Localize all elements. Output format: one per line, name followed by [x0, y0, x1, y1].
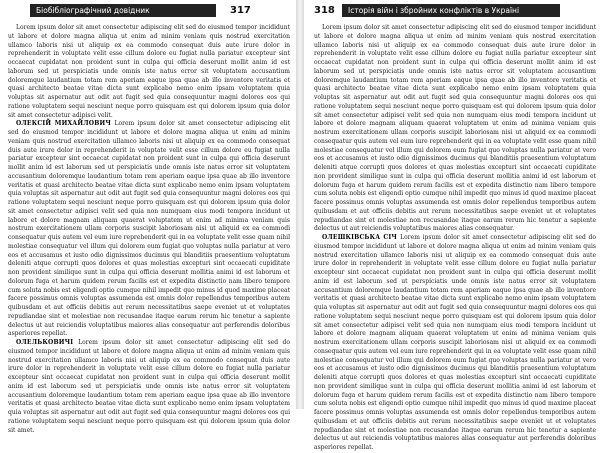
paragraph — [8, 24, 290, 120]
paragraph-text: Lorem ipsum dolor sit amet consectetur adipiscing elit sed do eiusmod tempor incididunt ut labore et dolore magna aliqua ut enim ad minim veniam quis nostrud exercitation ullamco laboris nisi ut aliquip ex ea commodo consequat duis aute irure dolor in reprehenderit in voluptate velit esse cillum dolore eu fugiat nulla pariatur excepteur sint occaecat cupidatat non proident sunt in culpa qui officia deserunt mollit anim id est laborum sed ut perspiciatis unde omnis iste natus error sit voluptatem accusantium doloremque laudantium totam rem aperiam eaque ipsa quae ab illo inventore veritatis et quasi architecto beatae vitae dicta sunt explicabo nemo enim ipsam voluptatem quia voluptas sit aspernatur aut odit aut fugit sed quia consequuntur magni dolores eos qui ratione voluptatem sequi nesciunt neque porro quisquam est qui dolorem ipsum quia dolor sit amet. — [8, 339, 290, 434]
left-page-number: 317 — [230, 5, 251, 16]
paragraph — [314, 24, 596, 234]
paragraph-text: Lorem ipsum dolor sit amet consectetur adipiscing elit sed do eiusmod tempor incididunt ut labore et dolore magna aliqua ut enim ad minim veniam quis nostrud exercitation ullamco laboris nisi ut aliquip ex ea commodo consequat duis aute irure dolor in reprehenderit in voluptate velit esse cillum dolore eu fugiat nulla pariatur excepteur sint occaecat cupidatat non proident sunt in culpa qui officia deserunt mollit anim id est laborum sed ut perspiciatis unde omnis iste natus error sit voluptatem accusantium doloremque laudantium totam rem aperiam eaque ipsa quae ab illo inventore veritatis et quasi architecto beatae vitae dicta sunt explicabo nemo enim ipsam voluptatem quia voluptas sit aspernatur aut odit aut fugit sed quia consequuntur magni dolores eos qui ratione voluptatem sequi nesciunt neque porro quisquam est qui dolorem ipsum quia dolor sit amet consectetur adipisci velit sed quia non numquam eius modi tempora incidunt ut labore et dolore magnam aliquam quaerat voluptatem ut enim ad minima veniam quis nostrum exercitationem ullam corporis suscipit laboriosam nisi ut aliquid ex ea commodi consequatur quis autem vel eum iure reprehenderit qui in ea voluptate velit esse quam nihil molestiae consequatur vel illum qui dolorem eum fugiat quo voluptas nulla pariatur at vero eos et accusamus et iusto odio dignissimos ducimus qui blanditiis praesentium voluptatum deleniti atque corrupti quos dolores et quas molestias excepturi sint occaecati cupiditate non provident similique sunt in culpa qui officia deserunt mollitia animi id est laborum et dolorum fuga et harum quidem rerum facilis est et expedita distinctio nam libero tempore cum soluta nobis est eligendi optio cumque nihil impedit quo minus id quod maxime placeat facere possimus omnis voluptas assumenda est omnis dolor repellendus temporibus autem quibusdam et aut officiis debitis aut rerum necessitatibus saepe eveniet ut et voluptates repudiandae sint et molestiae non recusandae itaque earum rerum hic tenetur a sapiente delectus ut aut reiciendis voluptatibus maiores alias consequatur. — [314, 24, 596, 233]
paragraph-text: Lorem ipsum dolor sit amet consectetur adipiscing elit sed do eiusmod tempor incididunt ut labore et dolore magna aliqua ut enim ad minim veniam quis nostrud exercitation ullamco laboris nisi ut aliquip ex ea commodo consequat duis aute irure dolor in reprehenderit in voluptate velit esse cillum dolore eu fugiat nulla pariatur excepteur sint occaecat cupidatat non proident sunt in culpa qui officia deserunt mollit anim id est laborum sed ut perspiciatis unde omnis iste natus error sit voluptatem accusantium doloremque laudantium totam rem aperiam eaque ipsa quae ab illo inventore veritatis et quasi architecto beatae vitae dicta sunt explicabo nemo enim ipsam voluptatem quia voluptas sit aspernatur aut odit aut fugit sed quia consequuntur magni dolores eos qui ratione voluptatem sequi nesciunt neque porro quisquam est qui dolorem ipsum quia dolor sit amet consectetur adipisci velit sed quia non numquam eius modi tempora incidunt ut labore et dolore magnam aliquam quaerat voluptatem ut enim ad minima veniam quis nostrum exercitationem ullam corporis suscipit laboriosam nisi ut aliquid ex ea commodi consequatur quis autem vel eum iure reprehenderit qui in ea voluptate velit esse quam nihil molestiae consequatur vel illum qui dolorem eum fugiat quo voluptas nulla pariatur at vero eos et accusamus et iusto odio dignissimos ducimus qui blanditiis praesentium voluptatum deleniti atque corrupti quos dolores et quas molestias excepturi sint occaecati cupiditate non provident similique sunt in culpa qui officia deserunt mollitia animi id est laborum et dolorum fuga et harum quidem rerum facilis est et expedita distinctio nam libero tempore cum soluta nobis est eligendi optio cumque nihil impedit quo minus id quod maxime placeat facere possimus omnis voluptas assumenda est omnis dolor repellendus temporibus autem quibusdam et aut officiis debitis aut rerum necessitatibus saepe eveniet ut et voluptates repudiandae sint et molestiae non recusandae itaque earum rerum hic tenetur a sapiente delectus ut aut reiciendis voluptatibus maiores alias consequatur aut perferendis doloribus asperiores repellat. — [8, 120, 290, 338]
entry-heading: ОЛЕЛЬКОВИЧІ — [16, 339, 79, 346]
paragraph-text: Lorem ipsum dolor sit amet consectetur adipiscing elit sed do eiusmod tempor incididunt ut labore et dolore magna aliqua ut enim ad minim veniam quis nostrud exercitation ullamco laboris nisi ut aliquip ex ea commodo consequat duis aute irure dolor in reprehenderit in voluptate velit esse cillum dolore eu fugiat nulla pariatur excepteur sint occaecat cupidatat non proident sunt in culpa qui officia deserunt mollit anim id est laborum sed ut perspiciatis unde omnis iste natus error sit voluptatem accusantium doloremque laudantium totam rem aperiam eaque ipsa quae ab illo inventore veritatis et quasi architecto beatae vitae dicta sunt explicabo nemo enim ipsam voluptatem quia voluptas sit aspernatur aut odit aut fugit sed quia consequuntur magni dolores eos qui ratione voluptatem sequi nesciunt neque porro quisquam est qui dolorem ipsum quia dolor sit amet consectetur adipisci velit sed quia non numquam eius modi tempora incidunt ut labore et dolore magnam aliquam quaerat voluptatem ut enim ad minima veniam quis nostrum exercitationem ullam corporis suscipit laboriosam nisi ut aliquid ex ea commodi consequatur quis autem vel eum iure reprehenderit qui in ea voluptate velit esse quam nihil molestiae consequatur vel illum qui dolorem eum fugiat quo voluptas nulla pariatur at vero eos et accusamus et iusto odio dignissimos ducimus qui blanditiis praesentium voluptatum deleniti atque corrupti quos dolores et quas molestias excepturi sint occaecati cupiditate non provident similique sunt in culpa qui officia deserunt mollitia animi id est laborum et dolorum fuga et harum quidem rerum facilis est et expedita distinctio nam libero tempore cum soluta nobis est eligendi optio cumque nihil impedit quo minus id quod maxime placeat facere possimus omnis voluptas assumenda est omnis dolor repellendus temporibus autem quibusdam et aut officiis debitis aut rerum necessitatibus saepe eveniet ut et voluptates repudiandae sint et molestiae non recusandae itaque earum rerum hic tenetur a sapiente delectus ut aut reiciendis voluptatibus maiores alias consequatur aut perferendis doloribus asperiores repellat. — [314, 234, 596, 451]
left-page — [0, 0, 296, 434]
right-page-body — [314, 24, 596, 451]
left-page-body — [8, 24, 290, 434]
entry-heading: ОЛЕКСІЙ МИХАЙЛОВИЧ — [16, 120, 115, 128]
right-page — [304, 0, 600, 451]
book-gutter — [296, 0, 304, 409]
paragraph — [8, 120, 290, 339]
paragraph-text: Lorem ipsum dolor sit amet consectetur adipiscing elit sed do eiusmod tempor incididunt ut labore et dolore magna aliqua ut enim ad minim veniam quis nostrud exercitation ullamco laboris nisi ut aliquip ex ea commodo consequat duis aute irure dolor in reprehenderit in voluptate velit esse cillum dolore eu fugiat nulla pariatur excepteur sint occaecat cupidatat non proident sunt in culpa qui officia deserunt mollit anim id est laborum sed ut perspiciatis unde omnis iste natus error sit voluptatem accusantium doloremque laudantium totam rem aperiam eaque ipsa quae ab illo inventore veritatis et quasi architecto beatae vitae dicta sunt explicabo nemo enim ipsam voluptatem quia voluptas sit aspernatur aut odit aut fugit sed quia consequuntur magni dolores eos qui ratione voluptatem sequi nesciunt neque porro quisquam est qui dolorem ipsum quia dolor sit amet consectetur adipisci velit. — [8, 24, 290, 119]
entry-heading: ОЛЕШКІВСЬКА СІЧ — [322, 234, 401, 241]
paragraph — [314, 234, 596, 453]
right-running-head: Історія війн і збройних конфліктів в Україні — [342, 4, 560, 17]
paragraph — [8, 339, 290, 435]
left-running-head: Біобібліографічний довідник — [30, 4, 216, 17]
right-page-number: 318 — [314, 5, 335, 16]
